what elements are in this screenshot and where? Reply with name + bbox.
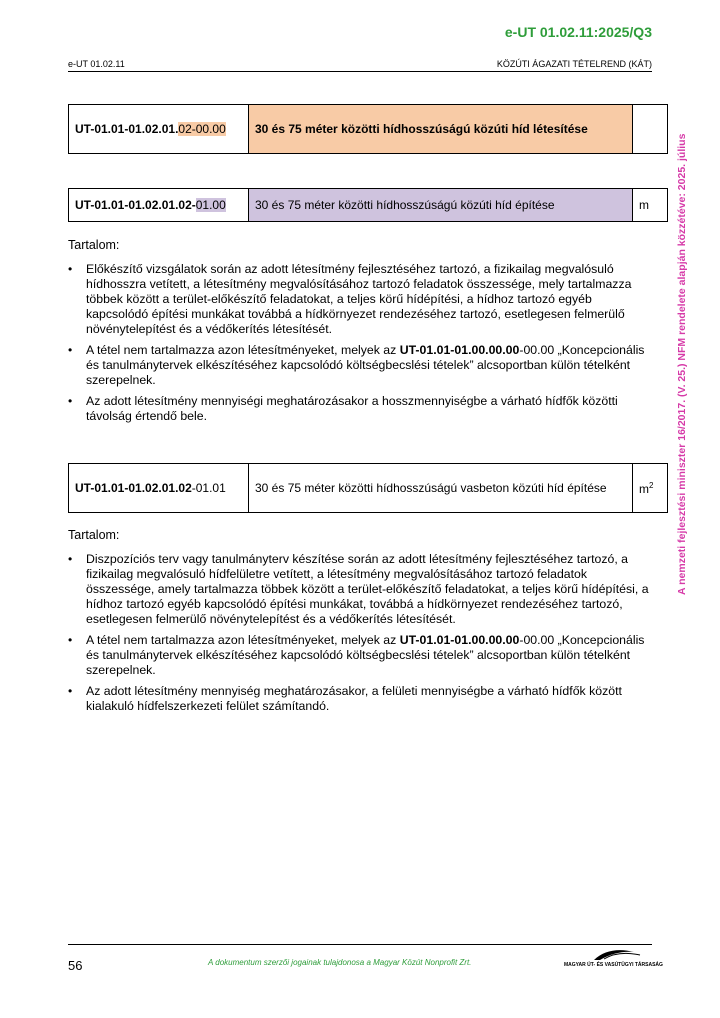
society-logo [564, 946, 663, 972]
list-item: • A tétel nem tartalmazza azon létesítményeket, melyek az UT-01.01-01.00.00.00-00.00 „Koncepcionális és tanulmánytervek elkészítéséhez kapcsolódó költségbecslési tételek” alcsoportban külön tételként szerepelnek. [68, 633, 654, 678]
list-item: • Az adott létesítmény mennyiség meghatározásakor, a felületi mennyiségbe a várható hídfők között kialakuló hídfelszerkezeti felület számítandó. [68, 684, 654, 714]
item-table-1 [68, 104, 668, 154]
header-right: KÖZÚTI ÁGAZATI TÉTELREND (KÁT) [496, 59, 652, 69]
list-item: • A tétel nem tartalmazza azon létesítményeket, melyek az UT-01.01-01.00.00.00-00.00 „Koncepcionális és tanulmánytervek elkészítéséhez kapcsolódó költségbecslési tételek” alcsoportban külön tételként szerepelnek. [68, 343, 654, 388]
list-item: • Előkészítő vizsgálatok során az adott létesítmény fejlesztéséhez tartozó, a fizikailag megvalósuló hídhosszra vetített, a létesítmény megvalósításához tartozó feladatok összessége, mely tartalmazza többek között a terület-előkészítő feladatokat, a teljes körű hídépítési, a hídhoz tartozó egyéb kapcsolódó építési munkákat továbbá a hídkörnyezet rendezéséhez tartozó, esetlegesen felmerülő növénytelepítést és a védőkerítés létesítését. [68, 262, 654, 337]
content-list-1 [68, 262, 654, 430]
item-table-3 [68, 463, 668, 513]
item-unit [633, 105, 668, 154]
item-table-2 [68, 188, 668, 222]
document-code: e-UT 01.02.11:2025/Q3 [504, 24, 652, 40]
list-item: • Az adott létesítmény mennyiségi meghatározásakor a hosszmennyiségbe a várható hídfők közötti távolság értendő bele. [68, 394, 654, 424]
page-number: 56 [68, 958, 83, 973]
item-code: UT-01.01-01.02.01.02-01.01 [69, 464, 249, 513]
content-label: Tartalom: [68, 528, 120, 542]
item-unit: $m^2$ [633, 464, 668, 513]
item-unit: m [633, 189, 668, 222]
logo-swoosh-icon [564, 946, 656, 962]
item-description: 30 és 75 méter közötti hídhosszúságú közúti híd építése [249, 189, 633, 222]
header-left: e-UT 01.02.11 [68, 59, 125, 69]
publication-note: A nemzeti fejlesztési miniszter 16/2017. (V. 25.) NFM rendelete alapján közzétéve: 2025. július [676, 133, 688, 595]
copyright-notice: A dokumentum szerzői jogainak tulajdonosa a Magyar Közút Nonprofit Zrt. [208, 958, 472, 967]
item-code: UT-01.01-01.02.01.02-01.00 [69, 189, 249, 222]
header-divider [68, 71, 652, 72]
footer-divider [68, 944, 652, 945]
list-item: • Diszpozíciós terv vagy tanulmányterv készítése során az adott létesítmény fejlesztéséhez tartozó, a fizikailag megvalósuló hídfelületre vetített, a létesítmény megvalósításához tartozó feladatok összessége, amely tartalmazza többek között a terület-előkészítő feladatokat, a teljes körű hídépítési, a hídhoz tartozó egyéb kapcsolódó építési munkákat, továbbá a hídkörnyezet rendezéséhez tartozó, esetlegesen felmerülő növénytelepítést és a védőkerítés létesítését. [68, 552, 654, 627]
logo-text: MAGYAR ÚT- ÉS VASÚTÜGYI TÁRSASÁG [564, 962, 663, 968]
item-description: 30 és 75 méter közötti hídhosszúságú közúti híd létesítése [249, 105, 633, 154]
content-label: Tartalom: [68, 238, 120, 252]
item-description: 30 és 75 méter közötti hídhosszúságú vasbeton közúti híd építése [249, 464, 633, 513]
content-list-2 [68, 552, 654, 720]
item-code: UT-01.01-01.02.01.02-00.00 [69, 105, 249, 154]
